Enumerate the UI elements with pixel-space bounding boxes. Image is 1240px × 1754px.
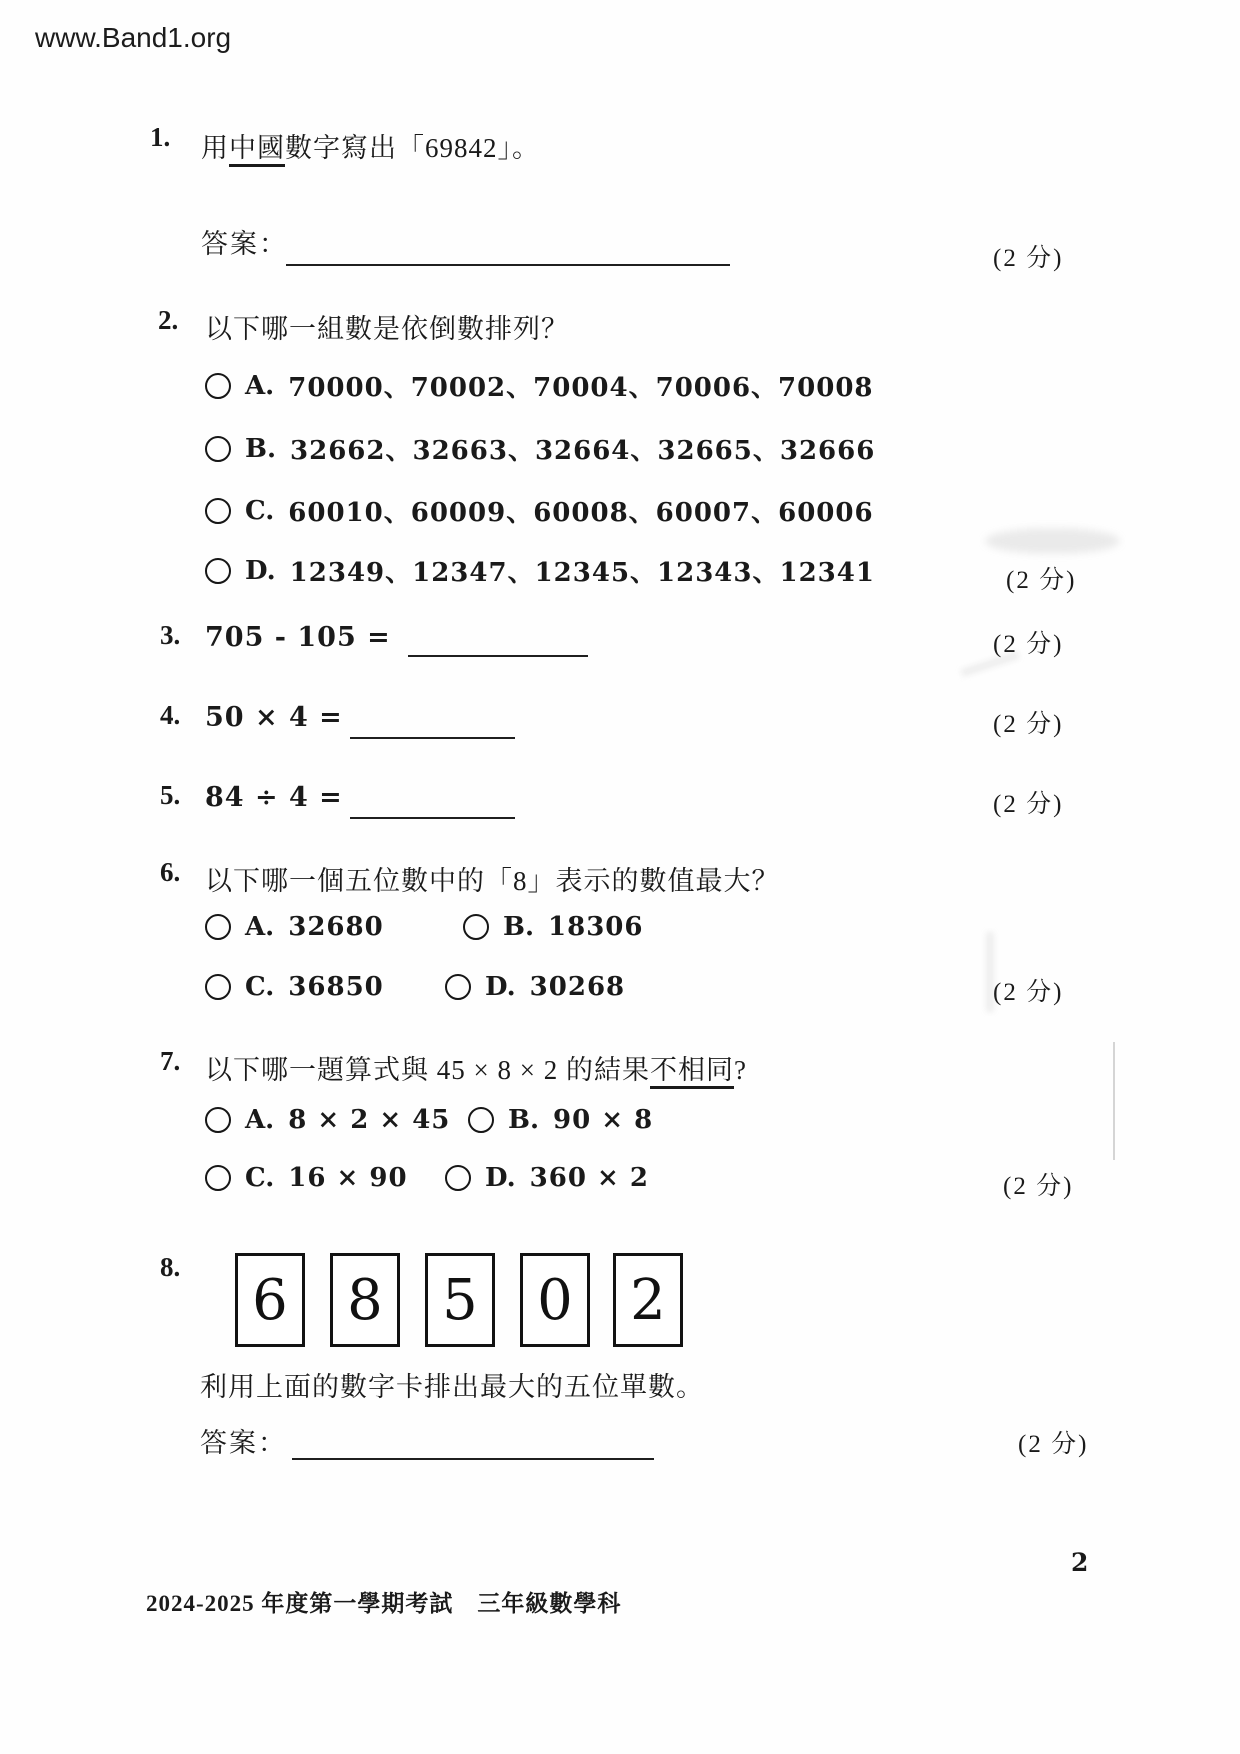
digit-card-2: 8: [330, 1253, 400, 1347]
option-circle-d[interactable]: [445, 1165, 471, 1191]
option-letter: A.: [245, 370, 275, 401]
option-circle-b[interactable]: [468, 1107, 494, 1133]
question-5-expression: 84 ÷ 4 =: [205, 782, 343, 813]
footer-exam-info: 2024-2025 年度第一學期考試 三年級數學科: [146, 1591, 622, 1616]
question-7-text-pre: 以下哪一題算式與 45 × 8 × 2 的結果: [205, 1055, 650, 1085]
site-header: www.Band1.org: [35, 22, 232, 53]
question-3-number: 3.: [160, 620, 181, 650]
digit-card-4: 0: [520, 1253, 590, 1347]
option-circle-a[interactable]: [205, 373, 231, 399]
option-letter: A.: [245, 912, 275, 942]
question-8-number: 8.: [160, 1252, 181, 1282]
question-7-text-post: ?: [733, 1055, 747, 1085]
question-6-option-d: [445, 972, 625, 1002]
question-6-marks: (2 分): [993, 979, 1064, 1006]
question-3-answer-blank[interactable]: [408, 653, 588, 657]
question-1-answer-label: 答案：: [201, 229, 288, 259]
option-letter: D.: [485, 972, 516, 1002]
question-6-number: 6.: [160, 857, 181, 887]
option-value: 30268: [529, 972, 626, 1002]
question-7-option-b: [468, 1105, 653, 1135]
option-value: 16 × 90: [288, 1163, 408, 1193]
question-1-text-pre: 用: [201, 133, 229, 163]
option-circle-d[interactable]: [205, 558, 231, 584]
option-value: 360 × 2: [529, 1163, 649, 1193]
question-7-option-d: [445, 1163, 649, 1193]
option-value: 8 × 2 × 45: [288, 1105, 451, 1135]
option-circle-d[interactable]: [445, 974, 471, 1000]
question-8-marks: (2 分): [1018, 1431, 1089, 1458]
option-circle-a[interactable]: [205, 1107, 231, 1133]
question-5-answer-blank[interactable]: [350, 815, 515, 819]
question-3-expression: 705 - 105 =: [205, 622, 391, 653]
question-1-text-post: 數字寫出「69842」。: [285, 133, 540, 163]
option-value: 12349、12347、12345、12343、12341: [289, 558, 875, 588]
digit-card-3: 5: [425, 1253, 495, 1347]
option-value: 18306: [548, 912, 644, 942]
question-1-answer-blank[interactable]: [286, 262, 730, 266]
question-8-text: 利用上面的數字卡排出最大的五位單數。: [200, 1372, 704, 1402]
option-letter: D.: [245, 555, 276, 586]
option-circle-c[interactable]: [205, 974, 231, 1000]
option-value: 32662、32663、32664、32665、32666: [290, 436, 876, 466]
question-2-option-b: [205, 430, 875, 467]
question-3-marks: (2 分): [993, 631, 1064, 658]
option-circle-b[interactable]: [205, 436, 231, 462]
question-7-number: 7.: [160, 1046, 181, 1076]
question-2-marks: (2 分): [1006, 567, 1077, 594]
question-7-option-c: [205, 1163, 408, 1193]
digit-card-1: 6: [235, 1253, 305, 1347]
question-7-text: [205, 1048, 747, 1087]
question-2-number: 2.: [158, 305, 179, 335]
question-6-text: 以下哪一個五位數中的「8」表示的數值最大？: [205, 866, 780, 896]
question-8-answer-blank[interactable]: [292, 1456, 654, 1460]
option-letter: B.: [508, 1105, 540, 1135]
question-7-option-a: [205, 1105, 450, 1135]
question-1-text-underlined: 中國: [229, 133, 285, 167]
question-1-marks: (2 分): [993, 245, 1064, 272]
option-letter: A.: [245, 1105, 275, 1135]
option-value: 36850: [288, 972, 384, 1002]
question-7-text-underlined: 不相同: [650, 1055, 734, 1089]
question-6-option-a: [205, 912, 384, 942]
question-2-option-a: [205, 367, 874, 404]
option-circle-c[interactable]: [205, 1165, 231, 1191]
question-4-number: 4.: [160, 700, 181, 730]
question-1-text: [201, 126, 540, 165]
scan-line-artifact: [1113, 1042, 1115, 1160]
question-4-marks: (2 分): [993, 711, 1064, 738]
question-4-expression: 50 × 4 =: [205, 702, 343, 733]
question-6-option-c: [205, 972, 384, 1002]
question-5-marks: (2 分): [993, 791, 1064, 818]
question-8-answer-label: 答案：: [200, 1428, 287, 1458]
option-letter: B.: [245, 433, 277, 464]
option-letter: C.: [245, 972, 275, 1002]
option-value: 32680: [288, 912, 384, 942]
question-6-option-b: [463, 912, 644, 942]
option-letter: C.: [245, 1163, 275, 1193]
digit-card-5: 2: [613, 1253, 683, 1347]
question-2-text: 以下哪一組數是依倒數排列？: [205, 314, 569, 344]
option-value: 70000、70002、70004、70006、70008: [288, 373, 874, 403]
option-value: 60010、60009、60008、60007、60006: [288, 498, 874, 528]
question-7-marks: (2 分): [1003, 1173, 1074, 1200]
question-1-number: 1.: [150, 122, 171, 152]
option-circle-a[interactable]: [205, 914, 231, 940]
page-number: 2: [1071, 1548, 1089, 1577]
option-circle-c[interactable]: [205, 498, 231, 524]
scan-smudge: [985, 528, 1120, 554]
option-circle-b[interactable]: [463, 914, 489, 940]
question-2-option-c: [205, 492, 874, 529]
option-value: 90 × 8: [553, 1105, 654, 1135]
question-5-number: 5.: [160, 780, 181, 810]
question-4-answer-blank[interactable]: [350, 735, 515, 739]
option-letter: C.: [245, 495, 275, 526]
option-letter: B.: [503, 912, 535, 942]
option-letter: D.: [485, 1163, 516, 1193]
question-2-option-d: [205, 552, 875, 589]
